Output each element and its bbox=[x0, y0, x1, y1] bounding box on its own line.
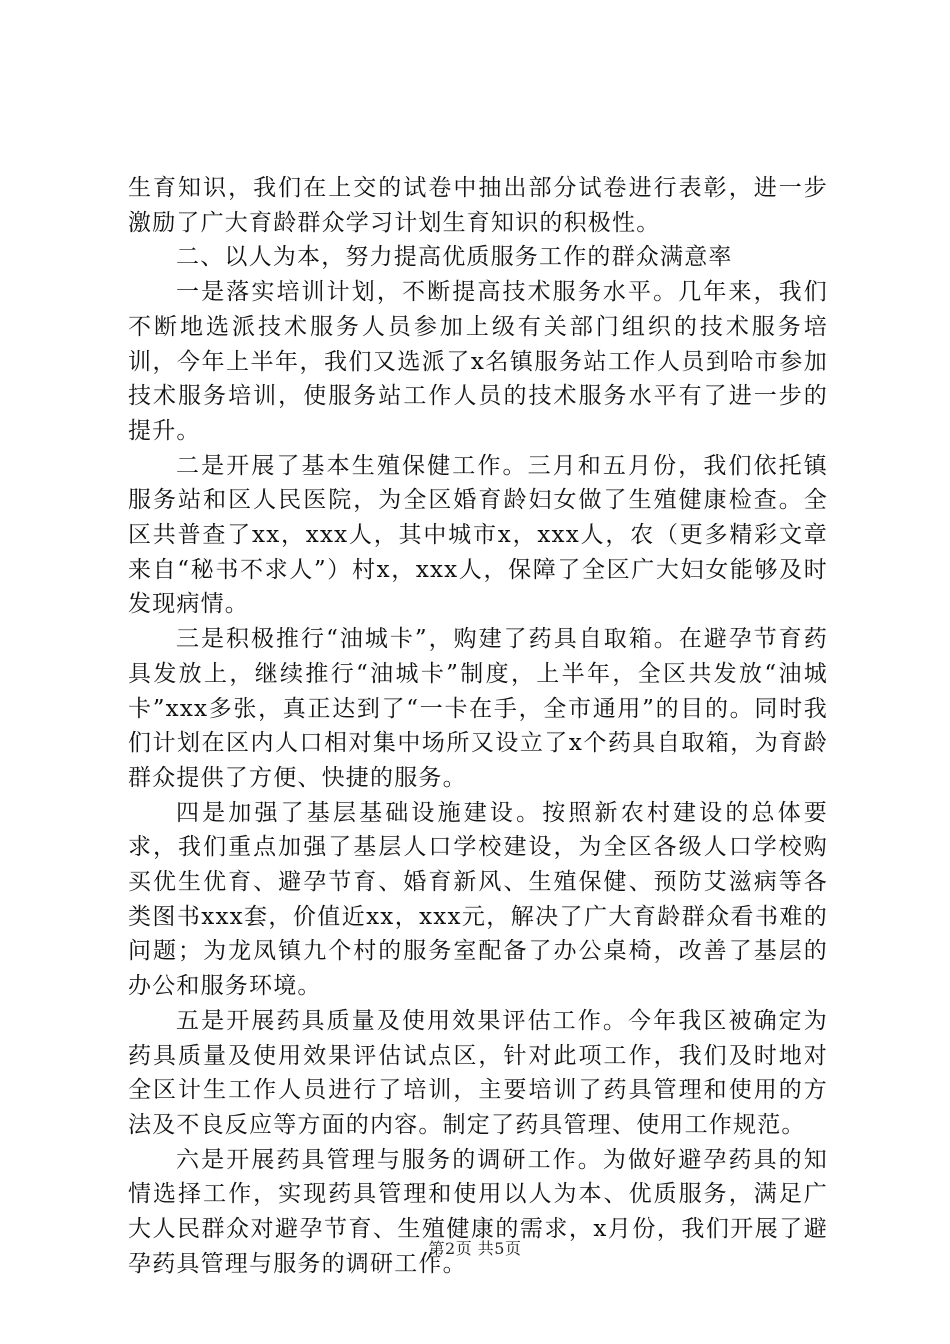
paragraph: 六是开展药具管理与服务的调研工作。为做好避孕药具的知情选择工作，实现药具管理和使用以人为本、优质服务，满足广大人民群众对避孕节育、生殖健康的需求，x月份，我们开展了避孕药具管理与服务的调研工作。 bbox=[128, 1146, 828, 1277]
document-body bbox=[128, 171, 828, 1282]
paragraph: 一是落实培训计划，不断提高技术服务水平。几年来，我们不断地选派技术服务人员参加上级有关部门组织的技术服务培训，今年上半年，我们又选派了x名镇服务站工作人员到哈市参加技术服务培训，使服务站工作人员的技术服务水平有了进一步的提升。 bbox=[128, 279, 828, 444]
page-number-footer: 第2页 共5页 bbox=[428, 1239, 522, 1258]
paragraph: 五是开展药具质量及使用效果评估工作。今年我区被确定为药具质量及使用效果评估试点区，针对此项工作，我们及时地对全区计生工作人员进行了培训，主要培训了药具管理和使用的方法及不良反应等方面的内容。制定了药具管理、使用工作规范。 bbox=[128, 1007, 828, 1138]
paragraph: 生育知识，我们在上交的试卷中抽出部分试卷进行表彰，进一步激励了广大育龄群众学习计划生育知识的积极性。 bbox=[128, 175, 828, 236]
section-heading: 二、以人为本，努力提高优质服务工作的群众满意率 bbox=[176, 244, 733, 271]
paragraph: 二是开展了基本生殖保健工作。三月和五月份，我们依托镇服务站和区人民医院，为全区婚育龄妇女做了生殖健康检查。全区共普查了xx，xxx人，其中城市x，xxx人，农（更多精彩文章来自“秘书不求人”）村x，xxx人，保障了全区广大妇女能够及时发现病情。 bbox=[128, 452, 828, 618]
paragraph: 三是积极推行“油城卡”，购建了药具自取箱。在避孕节育药具发放上，继续推行“油城卡”制度，上半年，全区共发放“油城卡”xxx多张，真正达到了“一卡在手，全市通用”的目的。同时我们计划在区内人口相对集中场所又设立了x个药具自取箱，为育龄群众提供了方便、快捷的服务。 bbox=[128, 626, 828, 791]
paragraph: 四是加强了基层基础设施建设。按照新农村建设的总体要求，我们重点加强了基层人口学校建设，为全区各级人口学校购买优生优育、避孕节育、婚育新风、生殖保健、预防艾滋病等各类图书xxx套，价值近xx，xxx元，解决了广大育龄群众看书难的问题；为龙凤镇九个村的服务室配备了办公桌椅，改善了基层的办公和服务环境。 bbox=[128, 799, 828, 1000]
